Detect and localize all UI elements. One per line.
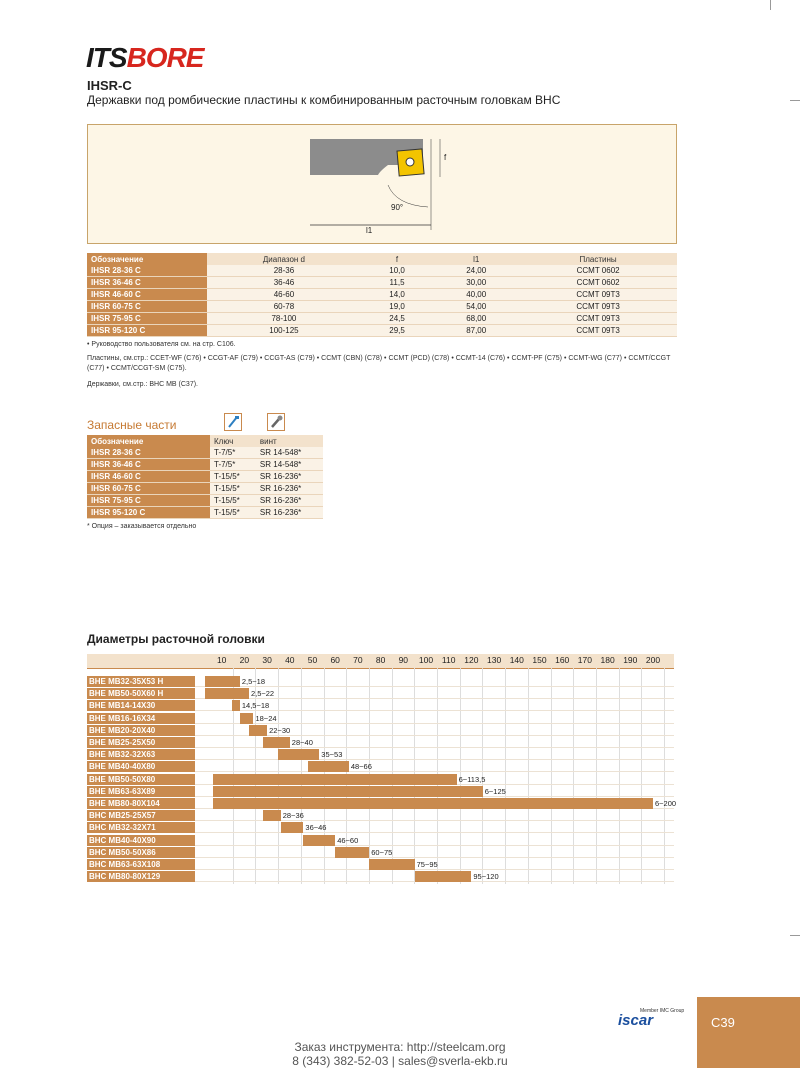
spares-cell: T-7/5* [210, 447, 256, 459]
chart-bar [278, 749, 319, 760]
spares-cell: SR 14-548* [256, 447, 323, 459]
chart-bar-label: 60~75 [371, 847, 393, 857]
spares-designation: IHSR 75-95 C [87, 495, 210, 507]
chart-bar [263, 737, 290, 748]
spec-cell: 78-100 [207, 313, 361, 325]
spares-cell: T-7/5* [210, 459, 256, 471]
spec-row [87, 265, 677, 277]
spec-cell: 11,5 [361, 277, 433, 289]
insert-hole [406, 158, 414, 166]
x-tick-label: 170 [577, 655, 592, 665]
l1-label: l1 [366, 226, 373, 235]
spares-designation: IHSR 60-75 C [87, 483, 210, 495]
x-tick-label: 80 [375, 655, 386, 665]
spec-row [87, 313, 677, 325]
chart-bar-label: 75~95 [416, 860, 438, 869]
screw-icon [267, 413, 285, 431]
spec-cell: CCMT 09T3 [519, 313, 677, 325]
chart-row-bg [195, 676, 674, 687]
spec-cell: 10,0 [361, 265, 433, 277]
x-tick-label: 60 [330, 655, 340, 665]
chart-bar-label: 22~30 [269, 725, 291, 735]
chart-bar [303, 835, 335, 846]
spec-cell: 30,00 [433, 277, 519, 289]
chart-bar-label: 28~36 [282, 811, 304, 821]
footer-order-line: Заказ инструмента: http://steelcam.org [294, 1040, 506, 1054]
chart-row-label: BHE MB20-20X40 [87, 725, 195, 736]
chart-bar-label: 6~200 [655, 799, 677, 808]
spec-designation: IHSR 36-46 C [87, 277, 207, 289]
chart-row-label: BHE MB14-14X30 [87, 700, 195, 711]
chart-row-label: BHC MB25-25X57 [87, 810, 195, 821]
spec-cell: CCMT 0602 [519, 265, 677, 277]
chart-bar-label: 2,5~22 [250, 689, 275, 699]
spares-row [87, 507, 323, 519]
chart-bar [232, 700, 240, 711]
chart-bar-label: 95~120 [473, 872, 499, 882]
chart-row-bg [195, 847, 674, 858]
chart-row-bg [195, 761, 674, 772]
chart-row-bg [195, 822, 674, 833]
spares-cell: T-15/5* [210, 495, 256, 507]
chart-bar [369, 859, 414, 870]
spec-cell: 14,0 [361, 289, 433, 301]
chart-bar-label: 14,5~18 [241, 701, 270, 711]
footer-contact-line: 8 (343) 382-52-03 | sales@sverla-ekb.ru [292, 1054, 508, 1068]
spec-header-f: f [361, 253, 433, 265]
spares-table [87, 435, 323, 519]
spares-row [87, 447, 323, 459]
chart-bar [263, 810, 281, 821]
chart-bar [213, 774, 457, 785]
spec-header-inserts: Пластины [519, 253, 677, 265]
spec-cell: 29,5 [361, 325, 433, 337]
iscar-logo: iscar [618, 1012, 654, 1029]
angle-label: 90° [391, 203, 404, 212]
chart-row-label: BHE MB50-50X80 [87, 774, 195, 785]
spec-row [87, 325, 677, 337]
spares-title: Запасные части [87, 418, 177, 432]
spec-cell: 24,00 [433, 265, 519, 277]
spares-header-screw: винт [256, 435, 323, 447]
x-tick-label: 160 [555, 655, 570, 665]
spec-cell: 19,0 [361, 301, 433, 313]
spares-row [87, 483, 323, 495]
x-tick-label: 10 [216, 655, 227, 665]
chart-row-label: BHE MB50-50X60 H [87, 688, 195, 699]
brand-logo [86, 42, 203, 74]
chart-bar [205, 676, 240, 687]
x-tick-label: 100 [418, 655, 434, 665]
spares-header-row [87, 435, 323, 447]
chart-bar-label: 2,5~18 [241, 677, 266, 686]
spec-cell: 100-125 [207, 325, 361, 337]
chart-bar [415, 871, 472, 882]
spec-cell: 68,00 [433, 313, 519, 325]
spec-cell: 40,00 [433, 289, 519, 301]
x-tick-label: 110 [441, 655, 456, 665]
spares-header-designation: Обозначение [87, 435, 210, 447]
spares-cell: T-15/5* [210, 483, 256, 495]
spec-designation: IHSR 75-95 C [87, 313, 207, 325]
spares-cell: SR 16-236* [256, 471, 323, 483]
spec-designation: IHSR 95-120 C [87, 325, 207, 337]
chart-bar-label: 6~113,5 [458, 774, 486, 784]
x-tick-label: 20 [239, 655, 250, 665]
crop-mark [790, 100, 800, 101]
brand-logo-bore: BORE [126, 42, 204, 73]
spares-row [87, 471, 323, 483]
x-tick-label: 190 [623, 655, 638, 665]
chart-bar [281, 822, 304, 833]
chart-bar-label: 46~60 [337, 835, 359, 845]
spec-designation: IHSR 28-36 C [87, 265, 207, 277]
spec-cell: 87,00 [433, 325, 519, 337]
page-number: C39 [697, 997, 800, 1068]
chart-bar-label: 6~125 [484, 786, 506, 796]
chart-bar-label: 18~24 [255, 713, 277, 723]
spares-cell: SR 16-236* [256, 483, 323, 495]
spec-cell: 36-46 [207, 277, 361, 289]
spec-cell: 46-60 [207, 289, 361, 301]
spares-header-key: Ключ [210, 435, 256, 447]
spares-cell: SR 16-236* [256, 507, 323, 519]
chart-bar [213, 786, 483, 797]
spec-cell: 60-78 [207, 301, 361, 313]
chart-bar-label: 36~46 [305, 823, 327, 833]
chart-row-label: BHE MB32-35X53 H [87, 676, 195, 687]
chart-row-label: BHC MB63-63X108 [87, 859, 195, 870]
spec-row [87, 277, 677, 289]
spec-designation: IHSR 60-75 C [87, 301, 207, 313]
spec-row [87, 301, 677, 313]
chart-row-label: BHC MB32-32X71 [87, 822, 195, 833]
x-tick-label: 150 [532, 655, 547, 665]
spec-cell: 54,00 [433, 301, 519, 313]
chart-row-label: BHE MB63-63X89 [87, 786, 195, 797]
f-label: f [444, 153, 447, 162]
crop-mark [790, 935, 800, 936]
spec-row [87, 289, 677, 301]
chart-title: Диаметры расточной головки [87, 632, 265, 646]
chart-row-label: BHE MB32-32X63 [87, 749, 195, 760]
page-subtitle: Державки под ромбические пластины к комбинированным расточным головкам BHC [87, 93, 561, 107]
spares-row [87, 459, 323, 471]
chart-axis-header [87, 654, 674, 669]
spares-designation: IHSR 95-120 C [87, 507, 210, 519]
spec-header-designation: Обозначение [87, 253, 207, 265]
member-text: Member IMC Group [640, 1008, 685, 1014]
chart-row-bg [195, 749, 674, 760]
x-tick-label: 130 [487, 655, 502, 665]
x-tick-label: 140 [509, 655, 524, 665]
tool-drawing [87, 124, 677, 244]
spares-cell: SR 14-548* [256, 459, 323, 471]
spec-header-row [87, 253, 677, 265]
chart-row-label: BHE MB16-16X34 [87, 713, 195, 724]
chart-row-label: BHE MB80-80X104 [87, 798, 195, 809]
spec-header-l1: l1 [433, 253, 519, 265]
chart-bar [335, 847, 369, 858]
spec-cell: CCMT 09T3 [519, 301, 677, 313]
spares-cell: T-15/5* [210, 471, 256, 483]
crop-mark [770, 0, 771, 10]
chart-row-label: BHE MB25-25X50 [87, 737, 195, 748]
x-tick-label: 30 [262, 655, 272, 665]
key-icon [224, 413, 242, 431]
x-tick-label: 50 [307, 655, 318, 665]
chart-bar [308, 761, 349, 772]
spec-cell: 28-36 [207, 265, 361, 277]
chart-row-label: BHC MB50-50X86 [87, 847, 195, 858]
chart-bar-label: 48~66 [350, 762, 372, 772]
note-inserts: Пластины, см.стр.: CCET-WF (C76) • CCGT-AF (C79) • CCGT-AS (C79) • CCMT (CBN) (C78) • CCMT (PCD) (C78) • CCMT-14 (C76) • CCMT-PF (C75) • CCMT-WG (C77) • CCMT/CCGT (C77) • CCMT/CCGT-SM (C75). [87, 355, 671, 372]
spec-header-range: Диапазон d [207, 253, 361, 265]
x-tick-label: 180 [600, 655, 615, 665]
diameter-chart [87, 654, 677, 884]
chart-row-label: BHC MB80-80X129 [87, 871, 195, 882]
spares-cell: SR 16-236* [256, 495, 323, 507]
spec-cell: CCMT 0602 [519, 277, 677, 289]
x-tick-label: 120 [464, 655, 479, 665]
chart-bar [213, 798, 653, 809]
spares-cell: T-15/5* [210, 507, 256, 519]
tool-drawing-svg [88, 125, 678, 245]
spec-designation: IHSR 46-60 C [87, 289, 207, 301]
note-manual: • Руководство пользователя см. на стр. C106. [87, 341, 236, 348]
spec-cell: CCMT 09T3 [519, 325, 677, 337]
chart-row-bg [195, 835, 674, 846]
chart-bar-label: 35~53 [321, 750, 343, 760]
brand-logo-its: ITS [86, 42, 127, 73]
spares-footnote: * Опция – заказывается отдельно [87, 523, 197, 530]
spec-cell: 24,5 [361, 313, 433, 325]
chart-row-label: BHC MB40-40X90 [87, 835, 195, 846]
chart-bar [249, 725, 267, 736]
x-tick-label: 40 [285, 655, 295, 665]
chart-row-label: BHE MB40-40X80 [87, 761, 195, 772]
chart-bar [240, 713, 254, 724]
spec-table [87, 253, 677, 337]
spec-cell: CCMT 09T3 [519, 289, 677, 301]
spares-designation: IHSR 46-60 C [87, 471, 210, 483]
chart-bar [205, 688, 249, 699]
spares-designation: IHSR 28-36 C [87, 447, 210, 459]
chart-bar-label: 28~40 [291, 738, 313, 747]
x-tick-label: 90 [398, 655, 409, 665]
spares-designation: IHSR 36-46 C [87, 459, 210, 471]
spares-row [87, 495, 323, 507]
x-tick-label: 70 [353, 655, 363, 665]
note-holders: Державки, см.стр.: BHC MB (C37). [87, 381, 198, 388]
model-title: IHSR-C [87, 78, 132, 93]
x-tick-label: 200 [645, 655, 661, 665]
